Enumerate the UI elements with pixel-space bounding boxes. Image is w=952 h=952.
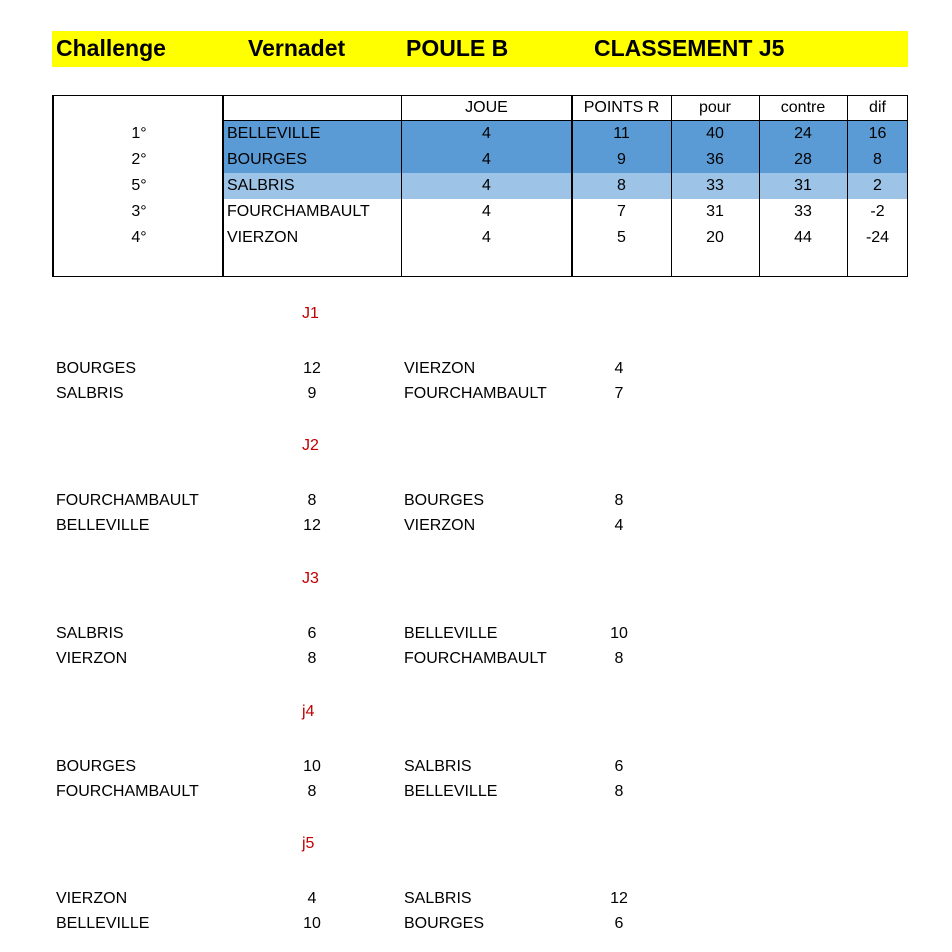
standings-rank-cell: 4° <box>131 229 147 246</box>
standings-pour-cell: 40 <box>706 125 724 142</box>
match-home-team: BELLEVILLE <box>56 517 150 534</box>
match-away-team: BOURGES <box>404 492 485 509</box>
match-home-team: FOURCHAMBAULT <box>56 492 199 509</box>
standings-team-cell: VIERZON <box>227 229 299 246</box>
match-away-team: VIERZON <box>404 360 476 377</box>
title-banner <box>52 31 908 67</box>
match-away-score: 4 <box>614 360 624 377</box>
match-home-score: 10 <box>303 758 321 775</box>
standings-team-cell: BELLEVILLE <box>227 125 321 142</box>
match-away-team: BELLEVILLE <box>404 783 498 800</box>
standings-rank-cell: 2° <box>131 151 147 168</box>
standings-pour-cell: 36 <box>706 151 724 168</box>
match-away-score: 7 <box>614 385 624 402</box>
match-home-team: BOURGES <box>56 360 137 377</box>
header-joue: JOUE <box>401 96 572 121</box>
match-away-score: 10 <box>610 625 628 642</box>
match-home-team: BELLEVILLE <box>56 915 150 932</box>
header-team <box>224 96 401 121</box>
standings-points-cell: 11 <box>613 125 630 142</box>
match-away-score: 6 <box>614 915 624 932</box>
match-away-score: 4 <box>614 517 624 534</box>
match-home-team: VIERZON <box>56 650 128 667</box>
title-poule: POULE B <box>406 35 509 61</box>
round-label: J3 <box>302 570 319 587</box>
standings-pour-cell: 20 <box>706 229 724 246</box>
title-challenge: Challenge <box>56 35 166 61</box>
match-home-score: 12 <box>303 517 321 534</box>
standings-points-cell: 5 <box>617 229 626 246</box>
standings-joue-cell: 4 <box>482 203 491 220</box>
standings-points-cell: 8 <box>617 177 626 194</box>
standings-joue-cell: 4 <box>482 125 491 142</box>
header-dif: dif <box>847 96 908 121</box>
match-home-team: BOURGES <box>56 758 137 775</box>
match-home-score: 6 <box>307 625 317 642</box>
round-label: j5 <box>302 835 315 852</box>
standings-pour-cell: 31 <box>706 203 724 220</box>
standings-contre-cell: 24 <box>794 125 812 142</box>
match-away-score: 6 <box>614 758 624 775</box>
standings-team-cell: BOURGES <box>227 151 308 168</box>
match-away-team: FOURCHAMBAULT <box>404 650 547 667</box>
match-home-team: SALBRIS <box>56 385 124 402</box>
standings-joue-cell: 4 <box>482 177 491 194</box>
standings-contre-cell: 31 <box>794 177 812 194</box>
match-home-score: 8 <box>307 783 317 800</box>
match-away-team: BOURGES <box>404 915 485 932</box>
match-home-score: 9 <box>307 385 317 402</box>
standings-rank-cell: 5° <box>131 177 147 194</box>
standings-team-cell: FOURCHAMBAULT <box>227 203 370 220</box>
standings-rank-cell: 3° <box>131 203 147 220</box>
standings-joue-cell: 4 <box>482 229 491 246</box>
match-away-team: SALBRIS <box>404 890 472 907</box>
title-classement: CLASSEMENT J5 <box>594 35 785 61</box>
standings-dif-cell: 2 <box>873 177 882 194</box>
standings-contre-cell: 28 <box>794 151 812 168</box>
match-home-score: 4 <box>307 890 317 907</box>
standings-dif-cell: -24 <box>865 229 890 246</box>
match-home-score: 8 <box>307 650 317 667</box>
match-home-score: 10 <box>303 915 321 932</box>
match-home-score: 8 <box>307 492 317 509</box>
match-away-team: SALBRIS <box>404 758 472 775</box>
standings-joue-cell: 4 <box>482 151 491 168</box>
standings-contre-cell: 33 <box>794 203 812 220</box>
match-away-score: 8 <box>614 650 624 667</box>
standings-dif-cell: 16 <box>868 125 887 142</box>
header-points: POINTS R <box>572 96 671 121</box>
match-home-score: 12 <box>303 360 321 377</box>
round-label: j4 <box>302 703 315 720</box>
standings-dif-cell: -2 <box>870 203 885 220</box>
standings-team-cell: SALBRIS <box>227 177 295 194</box>
standings-dif-cell: 8 <box>873 151 882 168</box>
standings-pour-cell: 33 <box>706 177 724 194</box>
standings-points-cell: 7 <box>617 203 626 220</box>
standings-points-cell: 9 <box>617 151 626 168</box>
standings-table <box>52 95 908 277</box>
match-away-team: FOURCHAMBAULT <box>404 385 547 402</box>
match-home-team: VIERZON <box>56 890 128 907</box>
round-label: J1 <box>302 305 319 322</box>
match-away-score: 8 <box>614 492 624 509</box>
match-home-team: SALBRIS <box>56 625 124 642</box>
header-pour: pour <box>671 96 759 121</box>
header-contre: contre <box>759 96 847 121</box>
match-away-team: BELLEVILLE <box>404 625 498 642</box>
match-away-team: VIERZON <box>404 517 476 534</box>
title-vernadet: Vernadet <box>248 35 346 61</box>
standings-rank-cell: 1° <box>131 125 147 142</box>
match-home-team: FOURCHAMBAULT <box>56 783 199 800</box>
standings-contre-cell: 44 <box>794 229 812 246</box>
match-away-score: 12 <box>610 890 628 907</box>
round-label: J2 <box>302 437 319 454</box>
match-away-score: 8 <box>614 783 624 800</box>
